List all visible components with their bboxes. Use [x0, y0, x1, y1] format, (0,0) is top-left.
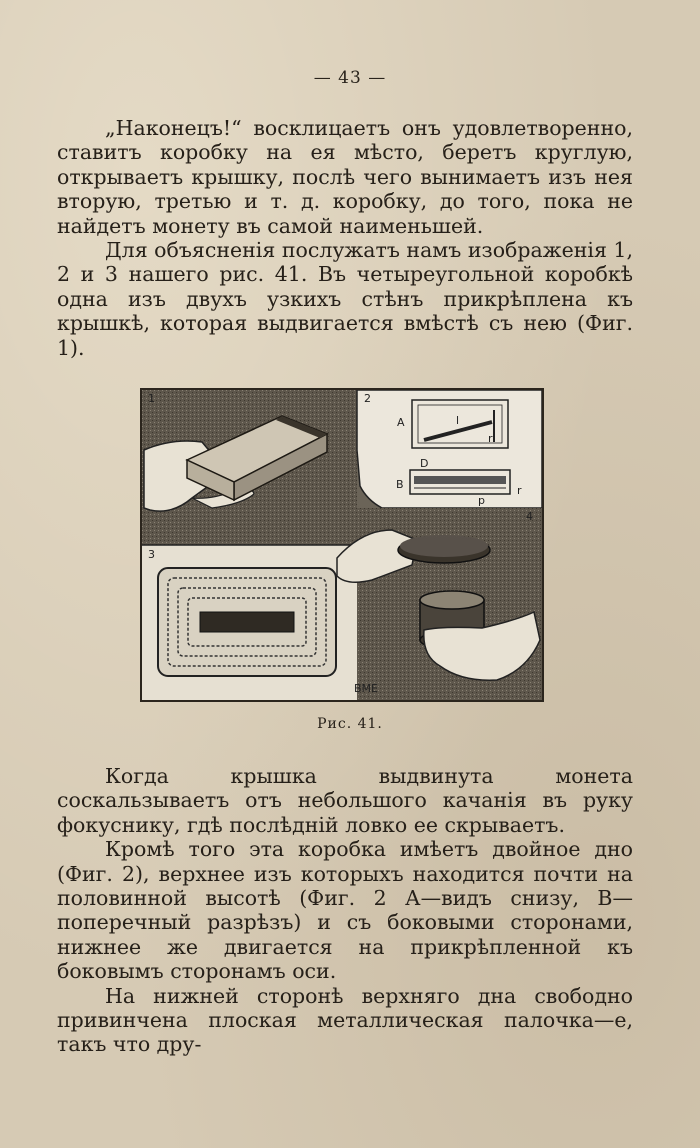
panel-2-diagram — [357, 390, 542, 508]
diagram-letter: p — [478, 494, 485, 507]
text-block-bottom — [57, 764, 633, 1057]
paragraph: Кромѣ того эта коробка имѣетъ двойное дно (Фиг. 2), верхнее изъ которыхъ находится почти на половинной высотѣ (Фиг. 2 А—видъ снизу, В—поперечный разрѣзъ) и съ боковыми сторонами, нижнее же двигается на прикрѣпленной къ боковымъ сторонамъ оси. — [57, 837, 633, 984]
figure-41-illustration — [140, 388, 544, 702]
panel-number: 4 — [526, 510, 533, 523]
diagram-letter: D — [420, 457, 429, 470]
diagram-letter: l — [456, 414, 460, 427]
panel-number: 2 — [364, 392, 371, 405]
panel-number: 1 — [148, 392, 155, 405]
panel-number: 3 — [148, 548, 155, 561]
panel-4-drawing — [337, 508, 542, 700]
paragraph: Для объясненія послужатъ намъ изображенія 1, 2 и 3 нашего рис. 41. Въ четыреугольной коробкѣ одна изъ двухъ узкихъ стѣнъ прикрѣплена къ крышкѣ, которая выдвигается вмѣстѣ съ нею (Фиг. 1). — [57, 238, 633, 360]
page-number: — 43 — — [313, 68, 387, 88]
paragraph: Когда крышка выдвинута монета соскальзываетъ отъ небольшого качанія въ руку фокуснику, гдѣ послѣдній ловко ее скрываетъ. — [57, 764, 633, 837]
paragraph: На нижней сторонѣ верхняго дна свободно привинчена плоская металлическая палочка—е, такъ что дру- — [57, 983, 633, 1057]
diagram-letter: r — [517, 484, 522, 497]
diagram-letter: r — [488, 432, 493, 445]
artist-signature: ВМЕ — [354, 682, 378, 695]
diagram-letter: A — [397, 416, 405, 429]
diagram-letter: B — [396, 478, 404, 491]
panel-3-drawing — [142, 545, 357, 700]
paragraph: „Наконецъ!“ восклицаетъ онъ удовлетворенно, ставитъ коробку на ея мѣсто, беретъ круглую, открываетъ крышку, послѣ чего вынимаетъ изъ нея вторую, третью и т. д. коробку, до того, пока не найдетъ монету въ самой наименьшей. — [57, 116, 633, 238]
figure-caption: Рис. 41. — [317, 716, 383, 732]
panel-1-drawing — [142, 390, 357, 545]
text-block-top — [57, 116, 633, 360]
